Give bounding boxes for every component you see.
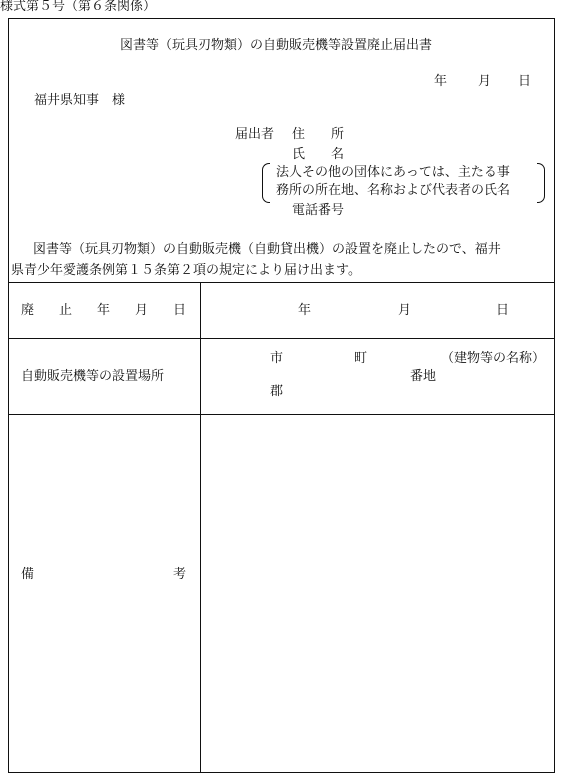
abolish-date-day-field[interactable]: 日 bbox=[496, 303, 510, 318]
table-row-divider-2 bbox=[8, 414, 555, 415]
applicant-phone-label: 電話番号 bbox=[292, 203, 345, 218]
abolish-date-label-char: 止 bbox=[59, 303, 73, 318]
applicant-note-line2: 務所の所在地、名称および代表者の氏名 bbox=[276, 183, 511, 198]
body-text-line2: 県青少年愛護条例第１５条第２項の規定により届け出ます。 bbox=[11, 263, 361, 278]
date-day-label: 日 bbox=[518, 74, 532, 89]
date-month-label: 月 bbox=[478, 74, 492, 89]
table-row-divider-1 bbox=[8, 338, 555, 339]
location-town-label[interactable]: 町 bbox=[354, 351, 368, 366]
abolish-date-label-char: 月 bbox=[135, 303, 149, 318]
location-gun-label[interactable]: 郡 bbox=[270, 384, 284, 399]
location-city-label[interactable]: 市 bbox=[270, 351, 284, 366]
body-text-line1: 図書等（玩具刃物類）の自動販売機（自動貸出機）の設置を廃止したので、福井 bbox=[33, 242, 501, 257]
table-top-border bbox=[8, 282, 555, 283]
addressee: 福井県知事 様 bbox=[34, 93, 126, 108]
note-bracket-left bbox=[262, 163, 270, 203]
applicant-address-label: 住 所 bbox=[292, 127, 345, 142]
install-location-label: 自動販売機等の設置場所 bbox=[21, 369, 165, 384]
abolish-date-label-char: 廃 bbox=[21, 303, 35, 318]
abolish-date-label-char: 年 bbox=[97, 303, 111, 318]
abolish-date-month-field[interactable]: 月 bbox=[398, 303, 412, 318]
remarks-label-right: 考 bbox=[173, 567, 187, 582]
applicant-name-label: 氏 名 bbox=[292, 147, 345, 162]
date-year-label: 年 bbox=[434, 74, 448, 89]
table-column-divider bbox=[200, 282, 201, 773]
location-building-label[interactable]: （建物等の名称） bbox=[441, 351, 546, 366]
applicant-note-line1: 法人その他の団体にあっては、主たる事 bbox=[276, 165, 510, 180]
remarks-field[interactable] bbox=[202, 416, 554, 772]
abolish-date-year-field[interactable]: 年 bbox=[298, 303, 312, 318]
remarks-label-left: 備 bbox=[21, 567, 35, 582]
location-banchi-label[interactable]: 番地 bbox=[410, 369, 437, 384]
abolish-date-label-char: 日 bbox=[173, 303, 187, 318]
applicant-label: 届出者 bbox=[235, 127, 275, 142]
note-bracket-right bbox=[537, 163, 545, 203]
form-header: 様式第５号（第６条関係） bbox=[0, 0, 157, 14]
form-title: 図書等（玩具刃物類）の自動販売機等設置廃止届出書 bbox=[120, 38, 433, 53]
